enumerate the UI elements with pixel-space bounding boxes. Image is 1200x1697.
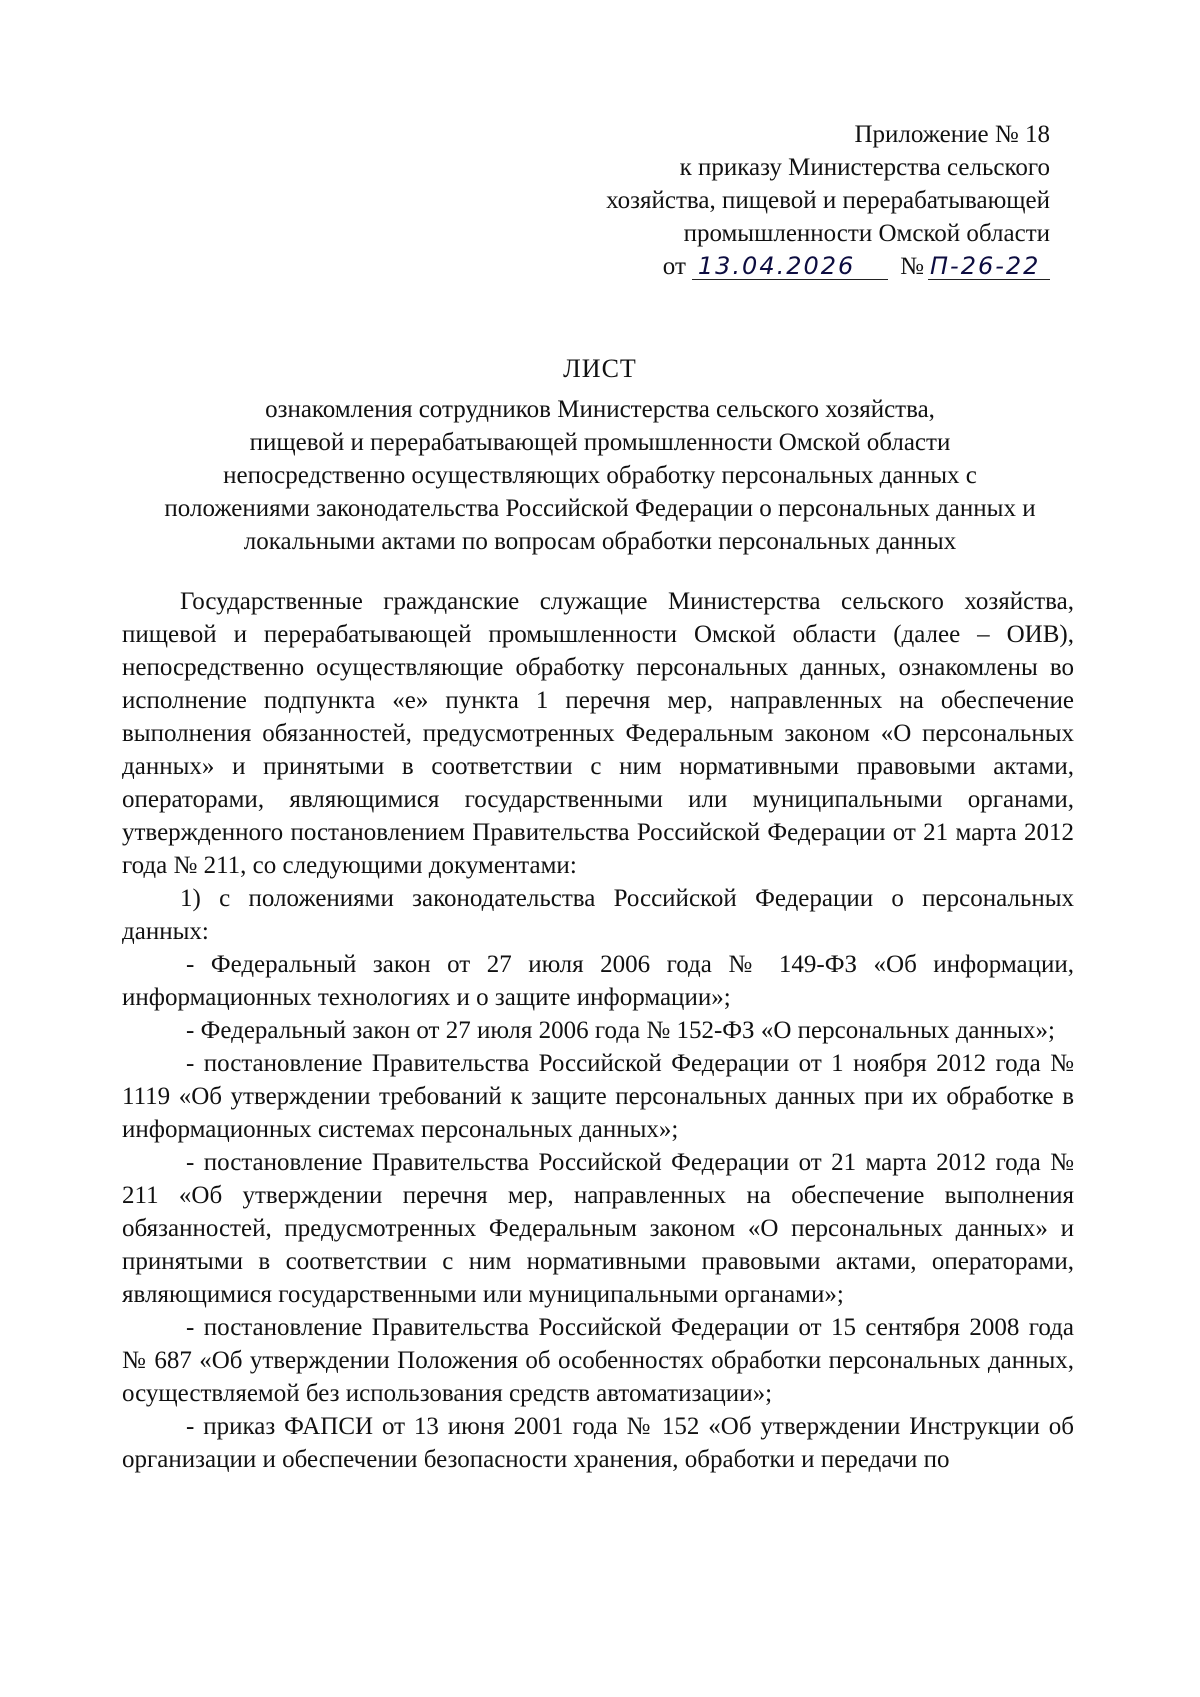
list-item: - приказ ФАПСИ от 13 июня 2001 года № 152 «Об утверждении Инструкции об организации и обеспечении безопасности хранения, обработки и передачи по <box>122 1413 1074 1473</box>
list-item: - постановление Правительства Российской Федерации от 15 сентября 2008 года № 687 «Об утверждении Положения об особенностях обработки персональных данных, осуществляемой без использования средств автоматизации»; <box>122 1314 1074 1407</box>
title-line-1: ознакомления сотрудников Министерства сельского хозяйства, <box>265 396 935 423</box>
list-item: - постановление Правительства Российской Федерации от 21 марта 2012 года № 211 «Об утверждении перечня мер, направленных на обеспечение выполнения обязанностей, предусмотренных Федеральным законом «О персональных данных» и принятыми в соответствии с ним нормативными правовыми актами, операторами, являющимися государственными или муниципальными органами»; <box>122 1149 1074 1308</box>
number-prefix: № <box>900 253 924 280</box>
title-line-3: непосредственно осуществляющих обработку персональных данных с <box>223 462 977 489</box>
annex-ministry-line: хозяйства, пищевой и перерабатывающей <box>606 187 1050 214</box>
document-title <box>100 352 1100 558</box>
section-1-heading: 1) с положениями законодательства Российской Федерации о персональных данных: <box>122 885 1074 945</box>
handwritten-order-number: П-26-22 <box>928 253 1050 280</box>
title-line-5: локальными актами по вопросам обработки персональных данных <box>243 528 957 555</box>
document-body <box>122 585 1074 1476</box>
annex-date-number-line <box>490 250 1050 283</box>
annex-order-line: к приказу Министерства сельского <box>679 154 1050 181</box>
annex-region-line: промышленности Омской области <box>683 220 1050 247</box>
title-line-4: положениями законодательства Российской Федерации о персональных данных и <box>164 495 1036 522</box>
annex-number: Приложение № 18 <box>854 121 1050 148</box>
handwritten-date: 13.04.2026 <box>692 253 888 280</box>
annex-block <box>490 118 1050 283</box>
date-prefix: от <box>662 253 686 280</box>
list-item: - постановление Правительства Российской Федерации от 1 ноября 2012 года № 1119 «Об утверждении требований к защите персональных данных при их обработке в информационных системах персональных данных»; <box>122 1050 1074 1143</box>
list-item: - Федеральный закон от 27 июля 2006 года № 152-ФЗ «О персональных данных»; <box>186 1017 1056 1044</box>
title-line-2: пищевой и перерабатывающей промышленности Омской области <box>249 429 951 456</box>
title-heading: ЛИСТ <box>563 354 637 383</box>
list-item: - Федеральный закон от 27 июля 2006 года № 149-ФЗ «Об информации, информационных технологиях и о защите информации»; <box>122 951 1074 1011</box>
intro-paragraph: Государственные гражданские служащие Министерства сельского хозяйства, пищевой и перерабатывающей промышленности Омской области (далее – ОИВ), непосредственно осуществляющие обработку персональных данных, ознакомлены во исполнение подпункта «е» пункта 1 перечня мер, направленных на обеспечение выполнения обязанностей, предусмотренных Федеральным законом «О персональных данных» и принятыми в соответствии с ним нормативными правовыми актами, операторами, являющимися государственными или муниципальными органами, утвержденного постановлением Правительства Российской Федерации от 21 марта 2012 года № 211, со следующими документами: <box>122 588 1074 879</box>
